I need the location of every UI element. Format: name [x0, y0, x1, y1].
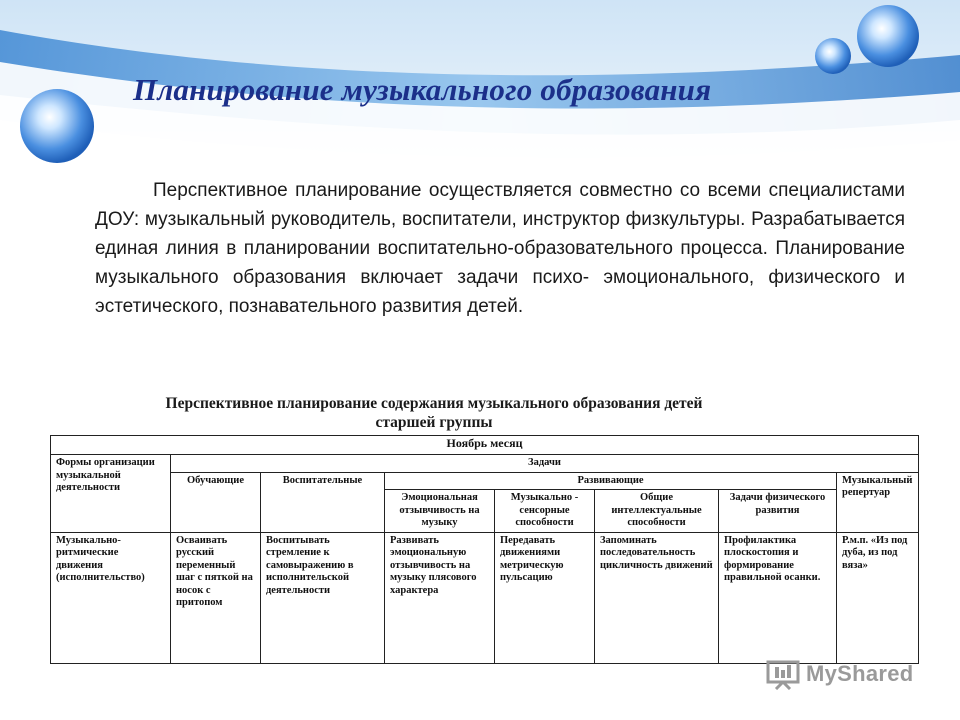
table-caption	[104, 394, 764, 432]
cell-physical: Профилактика плоскостопия и формирование правильной осанки.	[719, 532, 837, 663]
forms-header: Формы организации музыкальной деятельности	[51, 455, 171, 533]
tasks-header: Задачи	[171, 455, 919, 473]
physical-subheader: Задачи физического развития	[719, 490, 837, 533]
intellect-subheader: Общие интеллектуальные способности	[595, 490, 719, 533]
table-row	[51, 532, 919, 663]
cell-teaching: Осваивать русский переменный шаг с пяткой на носок с притопом	[171, 532, 261, 663]
emotional-subheader: Эмоциональная отзывчивость на музыку	[385, 490, 495, 533]
table-caption-line2: старшей группы	[375, 414, 493, 431]
table-caption-line1: Перспективное планирование содержания музыкального образования детей	[165, 395, 703, 412]
sensory-subheader: Музыкально - сенсорные способности	[495, 490, 595, 533]
teaching-header: Обучающие	[171, 472, 261, 532]
sphere-decoration-right	[857, 5, 919, 67]
intro-paragraph: Перспективное планирование осуществляется совместно со всеми специалистами ДОУ: музыкальный руководитель, воспитатели, инструктор физкультуры. Разрабатывается единая линия в планировании воспитательно-образовательного процесса. Планирование музыкального образования включает задачи психо- эмоционального, физического и эстетического, познавательного развития детей.	[95, 180, 905, 317]
slide-title: Планирование музыкального образования	[133, 72, 712, 107]
watermark	[766, 656, 914, 692]
sphere-decoration-left	[20, 89, 94, 163]
sphere-decoration-small	[815, 38, 851, 74]
cell-sensory: Передавать движениями метрическую пульсацию	[495, 532, 595, 663]
presentation-board-icon	[766, 658, 800, 690]
developing-header: Развивающие	[385, 472, 837, 490]
cell-intellect: Запоминать последовательность цикличность движений	[595, 532, 719, 663]
repertoire-header: Музыкальный репертуар	[837, 472, 919, 532]
watermark-text: MyShared	[806, 661, 914, 686]
cell-emotional: Развивать эмоциональную отзывчивость на музыку плясового характера	[385, 532, 495, 663]
upbringing-header: Воспитательные	[261, 472, 385, 532]
cell-upbringing: Воспитывать стремление к самовыражению в исполнительской деятельности	[261, 532, 385, 663]
cell-forms: Музыкально-ритмические движения (исполнительство)	[51, 532, 171, 663]
cell-repertoire: Р.м.п. «Из под дуба, из под вяза»	[837, 532, 919, 663]
month-header: Ноябрь месяц	[51, 436, 919, 455]
planning-table	[50, 435, 919, 664]
